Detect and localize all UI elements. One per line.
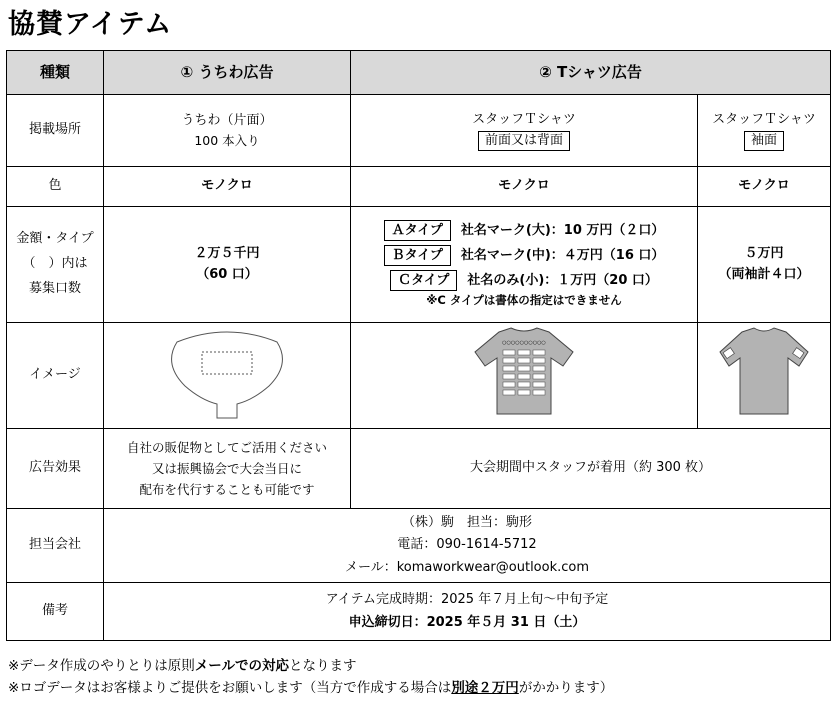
footer-note-1a: ※データ作成のやりとりは原則 <box>8 658 195 674</box>
image-front <box>351 323 698 429</box>
effect-uchiwa-line3: 配布を代行することも可能です <box>139 482 315 498</box>
price-uchiwa <box>104 207 351 323</box>
effect-uchiwa-line2: 又は振興協会で大会当日に <box>151 460 302 476</box>
type-c-badge: Ｃタイプ <box>390 270 457 291</box>
image-sleeve <box>698 323 831 429</box>
placement-sleeve <box>698 95 831 167</box>
price-sleeve-count: （両袖計４口） <box>718 266 810 282</box>
placement-uchiwa-line1: うちわ（片面） <box>181 112 273 128</box>
placement-front <box>351 95 698 167</box>
company-label: 担当会社 <box>7 509 104 583</box>
footer-note-1 <box>8 655 613 677</box>
type-b-desc: 社名マーク(中)：４万円（16 口） <box>460 247 665 263</box>
color-label: 色 <box>7 167 104 207</box>
remarks-label: 備考 <box>7 583 104 641</box>
effect-row <box>7 429 831 509</box>
placement-sleeve-box: 袖面 <box>744 131 784 151</box>
price-label <box>7 207 104 323</box>
placement-uchiwa <box>104 95 351 167</box>
price-label-line2: （ ）内は <box>22 256 88 272</box>
footer-note-2 <box>8 677 613 699</box>
price-front <box>351 207 698 323</box>
placement-row <box>7 95 831 167</box>
remarks-row <box>7 583 831 641</box>
price-types-note: ※C タイプは書体の指定はできません <box>426 292 622 307</box>
tshirt-sleeve-image <box>714 324 814 420</box>
price-label-line1: 金額・タイプ <box>16 231 94 247</box>
remarks-line1: アイテム完成時期：2025 年７月上旬～中旬予定 <box>325 592 609 608</box>
type-b-badge: Ｂタイプ <box>384 245 451 266</box>
price-uchiwa-amount: ２万５千円 <box>194 246 260 262</box>
footer-note-1c: となります <box>289 658 357 674</box>
footer-note-2b: 別途２万円 <box>451 680 519 696</box>
price-label-line3: 募集口数 <box>28 280 81 296</box>
effect-uchiwa <box>104 429 351 509</box>
image-uchiwa <box>104 323 351 429</box>
page-title: 協賛アイテム <box>8 9 173 40</box>
footer-note-2c: がかかります） <box>518 680 614 696</box>
placement-front-box: 前面又は背面 <box>478 131 570 151</box>
header-row <box>7 51 831 95</box>
price-type-a <box>351 220 697 242</box>
price-type-c <box>351 270 697 292</box>
effect-uchiwa-line1: 自社の販促物としてご活用ください <box>126 439 327 455</box>
type-a-desc: 社名マーク(大)：10 万円（２口） <box>460 222 665 238</box>
price-type-b <box>351 245 697 267</box>
effect-tshirt: 大会期間中スタッフが着用（約 300 枚） <box>351 429 831 509</box>
tshirt-front-image <box>469 324 579 420</box>
uchiwa-fan-image <box>157 324 297 420</box>
footer-note-2a: ※ロゴデータはお客様よりご提供をお願いします（当方で作成する場合は <box>8 680 452 696</box>
header-tshirt: ② Tシャツ広告 <box>351 51 831 95</box>
header-uchiwa: ① うちわ広告 <box>104 51 351 95</box>
price-uchiwa-count: （60 口） <box>196 266 258 282</box>
placement-label: 掲載場所 <box>7 95 104 167</box>
color-front: モノクロ <box>351 167 698 207</box>
effect-label: 広告効果 <box>7 429 104 509</box>
company-email: メール：komaworkwear@outlook.com <box>344 559 590 575</box>
type-a-badge: Ａタイプ <box>384 220 451 241</box>
tshirt-front-text: ○○○○○○○○○○ <box>502 339 546 346</box>
color-sleeve: モノクロ <box>698 167 831 207</box>
placement-sleeve-title: スタッフＴシャツ <box>712 112 816 128</box>
sponsor-items-table <box>6 50 831 641</box>
footer-notes <box>8 655 613 699</box>
price-sleeve-amount: ５万円 <box>744 246 784 262</box>
color-uchiwa: モノクロ <box>104 167 351 207</box>
placement-uchiwa-line2: 100 本入り <box>194 132 260 148</box>
price-sleeve <box>698 207 831 323</box>
remarks-line2: 申込締切日：2025 年５月 31 日（土） <box>348 614 586 630</box>
image-label: イメージ <box>7 323 104 429</box>
image-row <box>7 323 831 429</box>
company-phone: 電話：090-1614-5712 <box>397 537 537 553</box>
placement-front-title: スタッフＴシャツ <box>472 112 576 128</box>
price-row <box>7 207 831 323</box>
company-line1: （株）駒 担当：駒形 <box>402 515 533 531</box>
remarks-info <box>104 583 831 641</box>
company-info <box>104 509 831 583</box>
type-c-desc: 社名のみ(小)：１万円（20 口） <box>467 272 658 288</box>
color-row <box>7 167 831 207</box>
company-row <box>7 509 831 583</box>
header-kind: 種類 <box>7 51 104 95</box>
footer-note-1b: メールでの対応 <box>194 658 290 674</box>
